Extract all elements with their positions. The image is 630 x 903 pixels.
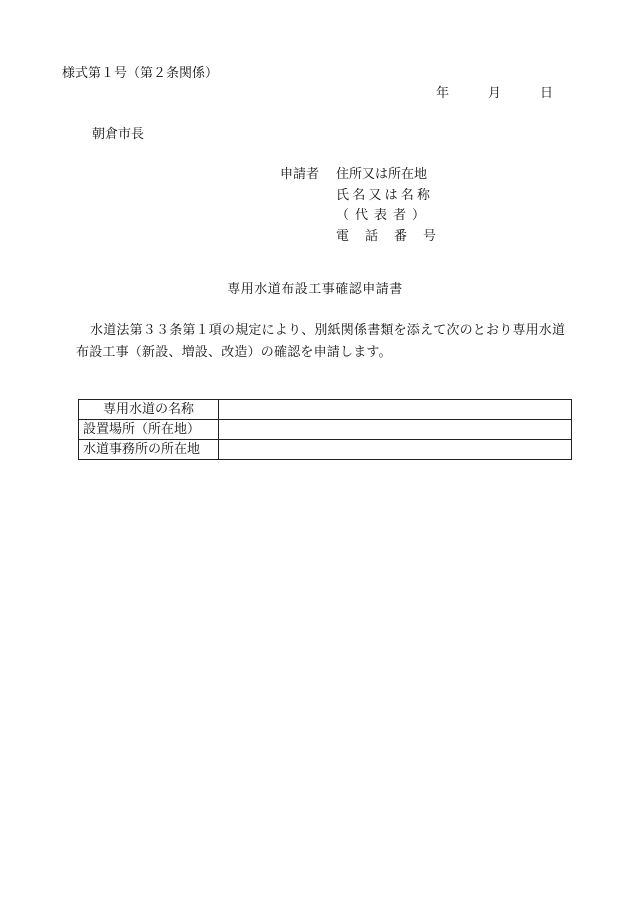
table-label-location: 設置場所（所在地） bbox=[79, 420, 219, 440]
date-month-label: 月 bbox=[488, 86, 502, 101]
date-line bbox=[436, 86, 553, 102]
table-row bbox=[79, 400, 572, 420]
info-table bbox=[78, 399, 572, 460]
applicant-representative-label: （代表者） bbox=[336, 208, 432, 223]
date-day-label: 日 bbox=[540, 86, 554, 101]
table-label-office-location: 水道事務所の所在地 bbox=[79, 440, 219, 460]
applicant-phone-label: 電話番号 bbox=[336, 229, 453, 244]
document-title: 専用水道布設工事確認申請書 bbox=[227, 282, 403, 297]
table-row bbox=[79, 440, 572, 460]
table-label-water-name: 専用水道の名称 bbox=[79, 400, 219, 420]
form-number: 様式第１号（第２条関係） bbox=[62, 66, 219, 81]
table-value-location[interactable] bbox=[219, 420, 572, 440]
applicant-address-label: 住所又は所在地 bbox=[336, 167, 428, 182]
table-value-water-name[interactable] bbox=[219, 400, 572, 420]
date-year-label: 年 bbox=[436, 86, 450, 101]
body-paragraph: 水道法第３３条第１項の規定により、別紙関係書類を添えて次のとおり専用水道布設工事（新設、増設、改造）の確認を申請します。 bbox=[76, 323, 566, 360]
addressee: 朝倉市長 bbox=[92, 127, 145, 142]
applicant-role-label: 申請者 bbox=[280, 167, 320, 182]
applicant-name-label: 氏名又は名称 bbox=[336, 188, 434, 203]
table-value-office-location[interactable] bbox=[219, 440, 572, 460]
table-row bbox=[79, 420, 572, 440]
